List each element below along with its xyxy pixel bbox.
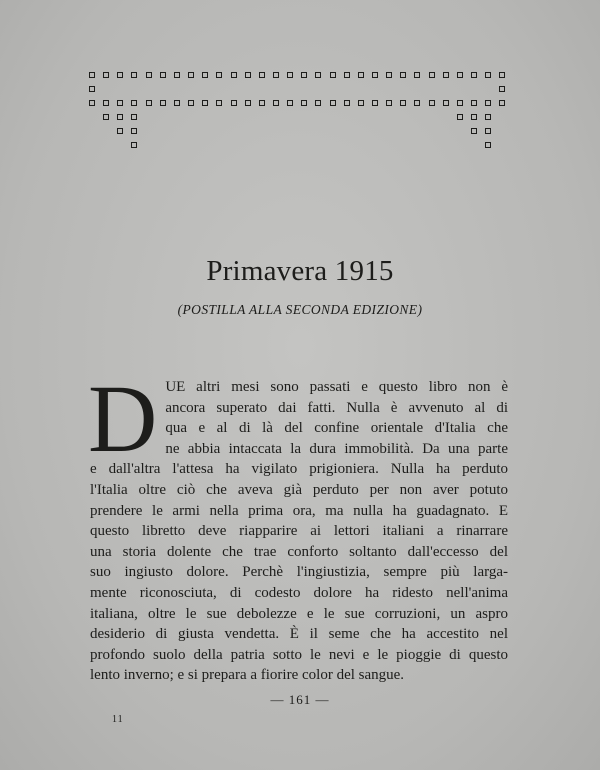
ornament-square — [103, 100, 109, 106]
ornament-square — [457, 72, 463, 78]
ornament-square — [358, 72, 364, 78]
ornament-square — [400, 100, 406, 106]
ornament-square — [330, 72, 336, 78]
ornament-square — [429, 72, 435, 78]
text-line: l'Italia oltre ciò che aveva già perduto per non aver potuto — [90, 481, 508, 498]
ornament-square — [287, 100, 293, 106]
page-number: — 161 — — [270, 692, 330, 707]
ornament-square — [485, 72, 491, 78]
ornament-square — [188, 72, 194, 78]
ornament-square — [117, 128, 123, 134]
decorative-header-ornament — [0, 0, 600, 160]
ornament-square — [131, 114, 137, 120]
ornament-square — [103, 114, 109, 120]
ornament-square — [301, 72, 307, 78]
ornament-square — [174, 72, 180, 78]
text-line: profondo suolo della patria sotto le nevi e le pioggie di questo — [90, 646, 508, 663]
ornament-square — [259, 100, 265, 106]
ornament-square — [485, 100, 491, 106]
ornament-square — [301, 100, 307, 106]
ornament-square — [386, 72, 392, 78]
ornament-square — [231, 72, 237, 78]
ornament-square — [344, 100, 350, 106]
ornament-square — [259, 72, 265, 78]
ornament-square — [344, 72, 350, 78]
text-line: desiderio di giusta vendetta. È il seme che ha accestito nel — [90, 626, 508, 643]
ornament-square — [315, 72, 321, 78]
ornament-square — [216, 100, 222, 106]
ornament-square — [103, 72, 109, 78]
ornament-square — [499, 100, 505, 106]
ornament-square — [386, 100, 392, 106]
ornament-square — [471, 128, 477, 134]
ornament-square — [414, 100, 420, 106]
text-line: ancora superato dai fatti. Nulla è avvenuto al di — [165, 399, 508, 416]
ornament-square — [146, 72, 152, 78]
ornament-square — [457, 114, 463, 120]
ornament-square — [160, 72, 166, 78]
ornament-square — [287, 72, 293, 78]
ornament-square — [89, 100, 95, 106]
ornament-square — [216, 72, 222, 78]
ornament-square — [174, 100, 180, 106]
text-line: prendere le armi nella prima ora, ma nulla ha guadagnato. E — [90, 502, 508, 519]
ornament-square — [131, 128, 137, 134]
ornament-square — [471, 114, 477, 120]
ornament-square — [273, 72, 279, 78]
ornament-square — [471, 100, 477, 106]
text-line: suo ingiusto dolore. Perchè l'ingiustizia, sempre più larga- — [90, 564, 508, 581]
ornament-square — [358, 100, 364, 106]
ornament-square — [330, 100, 336, 106]
text-line: qua e al di là del confine orientale d'Italia che — [165, 420, 508, 437]
ornament-square — [315, 100, 321, 106]
ornament-square — [188, 100, 194, 106]
ornament-square — [499, 72, 505, 78]
ornament-square — [429, 100, 435, 106]
ornament-square — [131, 100, 137, 106]
body-text — [88, 365, 508, 686]
text-line: lento inverno; e si prepara a fiorire color del sangue. — [90, 667, 405, 684]
ornament-square — [160, 100, 166, 106]
ornament-square — [414, 72, 420, 78]
text-line: UE altri mesi sono passati e questo libro non è — [165, 379, 508, 395]
ornament-square — [485, 114, 491, 120]
ornament-square — [202, 72, 208, 78]
ornament-square — [485, 142, 491, 148]
text-line: e dall'altra l'attesa ha vigilato prigioniera. Nulla ha perduto — [90, 461, 508, 478]
ornament-square — [443, 72, 449, 78]
chapter-subtitle: (POSTILLA ALLA SECONDA EDIZIONE) — [177, 302, 423, 317]
ornament-square — [131, 72, 137, 78]
ornament-square — [457, 100, 463, 106]
ornament-square — [485, 128, 491, 134]
text-line: mente riconosciuta, di codesto dolore ha ridesto nell'anima — [90, 584, 508, 601]
ornament-square — [471, 72, 477, 78]
signature-mark: 11 — [112, 714, 124, 725]
text-line: italiana, oltre le sue debolezze e le sue corruzioni, un aspro — [90, 605, 508, 622]
ornament-square — [117, 100, 123, 106]
ornament-square — [117, 72, 123, 78]
drop-cap: D — [88, 365, 158, 472]
ornament-square — [231, 100, 237, 106]
ornament-square — [372, 72, 378, 78]
ornament-square — [89, 72, 95, 78]
ornament-square — [273, 100, 279, 106]
text-line: questo libretto deve riapparire ai lettori italiani a rinarrare — [90, 523, 508, 540]
text-line: una storia dolente che trae conforto soltanto dall'eccesso del — [90, 543, 508, 560]
ornament-square — [202, 100, 208, 106]
ornament-square — [131, 142, 137, 148]
ornament-square — [400, 72, 406, 78]
ornament-square — [89, 86, 95, 92]
ornament-square — [499, 86, 505, 92]
ornament-square — [117, 114, 123, 120]
ornament-square — [245, 100, 251, 106]
ornament-square — [146, 100, 152, 106]
ornament-square — [443, 100, 449, 106]
ornament-square — [372, 100, 378, 106]
chapter-title: Primavera 1915 — [206, 255, 394, 287]
text-line: ne abbia intaccata la dura immobilità. Da una parte — [165, 440, 508, 457]
ornament-square — [245, 72, 251, 78]
